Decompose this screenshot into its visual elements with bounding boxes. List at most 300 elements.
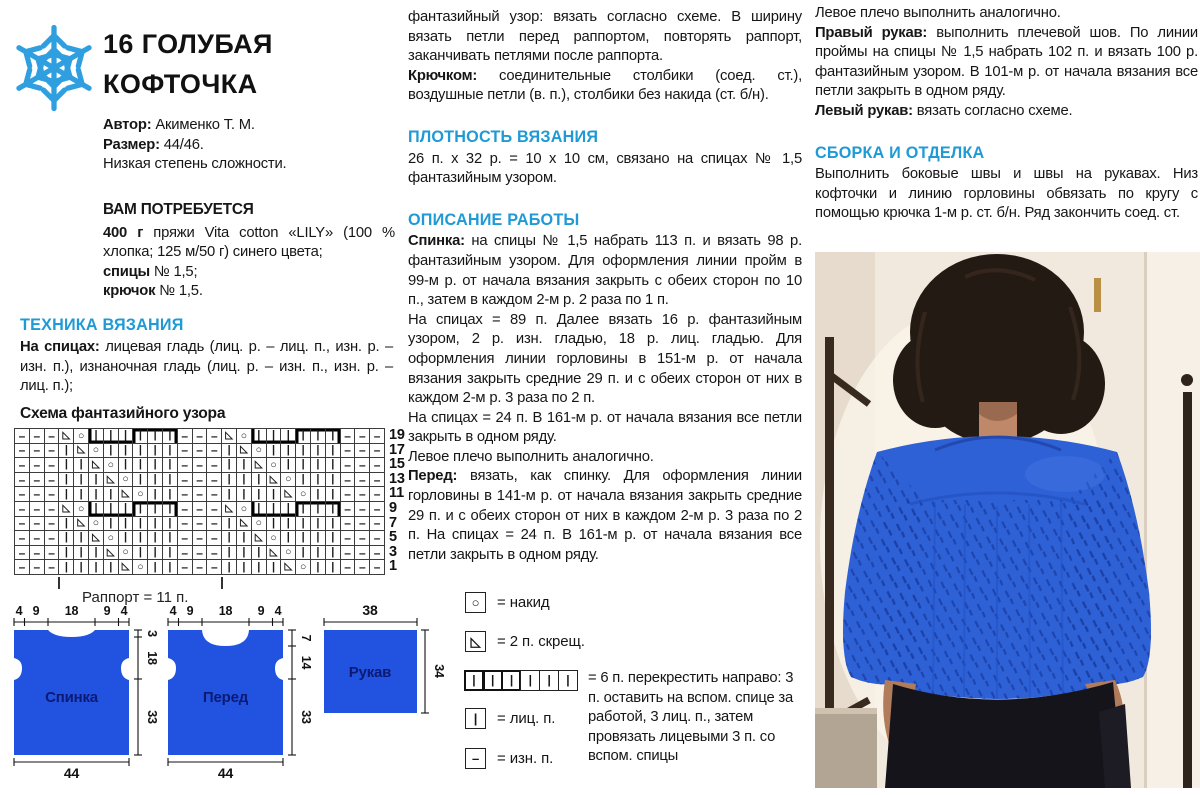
chart-cell: ◺	[252, 458, 267, 473]
back-dim-top-5: 4	[120, 604, 128, 618]
chart-cell: –	[193, 458, 208, 473]
chart-cell: –	[341, 429, 356, 444]
chart-cell: –	[207, 458, 222, 473]
right-sleeve-lead: Правый рукав:	[815, 24, 928, 41]
chart-cell: ○	[104, 531, 119, 546]
legend-cable-label: = 6 п. перекрестить направо: 3 п. оставить на вспом. спице за работой, 3 лиц. п., затем провязать лицевыми 3 п. со вспом. спицы	[588, 670, 794, 764]
chart-cell: –	[370, 517, 385, 532]
chart-cell: |	[104, 444, 119, 459]
chart-row-number: 9	[389, 499, 397, 516]
chart-cell: ○	[267, 458, 282, 473]
chart-cell: |	[148, 531, 163, 546]
back-dim-side-1: 3	[145, 630, 159, 637]
gauge-paragraph: 26 п. x 32 р. = 10 x 10 см, связано на спицах № 1,5 фантазийным узором.	[408, 150, 802, 187]
chart-cell: –	[178, 517, 193, 532]
chart-cell: –	[45, 487, 60, 502]
chart-cell: ○	[119, 546, 134, 561]
chart-cell: –	[370, 487, 385, 502]
chart-cell: –	[193, 487, 208, 502]
chart-cell: –	[15, 429, 30, 444]
chart-cell: |	[222, 473, 237, 488]
chart-cell: |	[74, 546, 89, 561]
chart-row	[15, 444, 385, 459]
chart-cell: –	[15, 458, 30, 473]
chart-cell: |	[326, 531, 341, 546]
chart-cell: |	[133, 546, 148, 561]
page-title-line2: КОФТОЧКА	[103, 69, 258, 99]
chart-cell: –	[341, 517, 356, 532]
chart-cell: |	[133, 458, 148, 473]
chart-cell: –	[15, 487, 30, 502]
chart-cell: |	[104, 429, 119, 444]
chart-cell: |	[281, 444, 296, 459]
snowflake-icon	[10, 22, 98, 121]
hook-label: крючок	[103, 283, 156, 300]
chart-cell: |	[74, 473, 89, 488]
chart-cell: |	[326, 444, 341, 459]
chart-cell: |	[311, 560, 326, 575]
chart-cell: ○	[104, 458, 119, 473]
chart-cell: –	[207, 429, 222, 444]
pattern-info	[103, 116, 395, 175]
chart-row-number: 13	[389, 470, 405, 487]
chart-cell: –	[207, 560, 222, 575]
chart-row-number: 17	[389, 441, 405, 458]
chart-cell: ◺	[119, 487, 134, 502]
chart-cell: |	[237, 560, 252, 575]
hook-size: № 1,5.	[155, 283, 203, 300]
chart-cell: –	[193, 517, 208, 532]
chart-cell: –	[370, 502, 385, 517]
chart-cell: |	[237, 531, 252, 546]
chart-cell: –	[355, 429, 370, 444]
chart-cell: |	[163, 429, 178, 444]
chart-cell: |	[89, 502, 104, 517]
chart-cell: –	[355, 502, 370, 517]
back-instructions-4: Левое плечо выполнить аналогично.	[408, 448, 654, 465]
chart-cell: |	[59, 444, 74, 459]
chart-cell: |	[74, 531, 89, 546]
chart-cell: ○	[281, 546, 296, 561]
rapport-label: Раппорт = 11 п.	[82, 589, 189, 606]
chart-cell: –	[355, 487, 370, 502]
chart-row-number: 19	[389, 427, 405, 443]
chart-cell: –	[341, 546, 356, 561]
chart-cell: |	[281, 458, 296, 473]
chart-cell: |	[133, 531, 148, 546]
rapport-tick-left	[58, 577, 60, 589]
front-instructions	[408, 467, 802, 565]
chart-cell: |	[163, 502, 178, 517]
chart-cell: |	[267, 502, 282, 517]
chart-cell: ◺	[237, 444, 252, 459]
chart-cell: –	[370, 560, 385, 575]
chart-cell: |	[163, 560, 178, 575]
chart-cell: ○	[296, 487, 311, 502]
chart-cell: –	[355, 444, 370, 459]
chart-cell: ○	[133, 560, 148, 575]
front-dim-side-1: 7	[299, 634, 313, 642]
back-dim-side-3: 33	[145, 710, 159, 724]
schematic-back	[8, 604, 168, 790]
chart-cell: –	[15, 560, 30, 575]
chart-cell: |	[74, 458, 89, 473]
yarnover-symbol-icon: ○	[465, 592, 486, 613]
size-value: 44/46.	[159, 136, 204, 153]
chart-cell: ◺	[222, 502, 237, 517]
crossed-symbol-icon: ◺	[465, 631, 486, 652]
materials-needles	[103, 263, 395, 283]
chart-cell: ◺	[89, 531, 104, 546]
back-dim-top-1: 4	[15, 604, 23, 618]
chart-cell: |	[133, 444, 148, 459]
needles-label: спицы	[103, 263, 150, 280]
materials-yarn	[103, 224, 395, 263]
front-lead: Перед:	[408, 468, 458, 485]
chart-row	[15, 502, 385, 517]
chart-cell: |	[119, 444, 134, 459]
chart-row	[15, 560, 385, 575]
chart-cell: –	[30, 429, 45, 444]
chart-cell: –	[341, 458, 356, 473]
chart-cell: –	[207, 444, 222, 459]
chart-cell: –	[45, 458, 60, 473]
chart-cell: |	[163, 458, 178, 473]
chart-cell: ○	[252, 444, 267, 459]
chart-cell: |	[89, 487, 104, 502]
chart-cell: ◺	[119, 560, 134, 575]
chart-cell: |	[133, 429, 148, 444]
chart-cell: –	[178, 531, 193, 546]
chart-cell: ◺	[59, 429, 74, 444]
rapport-tick-right	[221, 577, 223, 589]
cable-cell-icon: |	[520, 670, 540, 691]
chart-cell: –	[355, 560, 370, 575]
cable-cell-icon: |	[501, 670, 521, 691]
chart-cell: –	[15, 473, 30, 488]
chart-cell: –	[45, 560, 60, 575]
cable-cell-icon: |	[539, 670, 559, 691]
front-dim-top-3: 18	[218, 604, 233, 618]
chart-cell: ◺	[104, 473, 119, 488]
materials-heading: ВАМ ПОТРЕБУЕТСЯ	[103, 201, 254, 218]
crochet-lead: Крючком:	[408, 67, 478, 84]
chart-cell: –	[341, 560, 356, 575]
chart-cell: –	[178, 546, 193, 561]
chart-cell: |	[311, 502, 326, 517]
chart-cell: –	[45, 546, 60, 561]
knit-symbol-icon: |	[465, 708, 486, 729]
sleeve-piece-label: Рукав	[348, 664, 392, 681]
chart-cell: ○	[281, 473, 296, 488]
chart-cell: |	[311, 429, 326, 444]
chart-cell: |	[59, 458, 74, 473]
chart-cell: ◺	[104, 546, 119, 561]
chart-cell: |	[163, 531, 178, 546]
assembly-paragraph: Выполнить боковые швы и швы на рукавах. Низ кофточки и линию горловины обвязать по кругу с помощью крючка 1-м р. ст. б/н. Ряд закончить соед. ст.	[815, 166, 1198, 222]
chart-cell: |	[296, 531, 311, 546]
chart-cell: |	[59, 546, 74, 561]
author-line	[103, 116, 395, 136]
chart-row	[15, 473, 385, 488]
chart-cell: –	[207, 502, 222, 517]
chart-cell: –	[207, 531, 222, 546]
back-instructions-2: На спицах = 89 п. Далее вязать 16 р. фантазийным узором, 2 р. изн. гладью, 18 р. лиц. гладью. Для оформления линии горловины в 151-м р. от начала вязания закрыть средние 29 п. и с обеих сторон от них в каждом 2-м р. 3 раза по 2 п.	[408, 311, 802, 407]
back-lead: Спинка:	[408, 233, 465, 250]
chart-cell: –	[30, 502, 45, 517]
chart-cell: |	[104, 502, 119, 517]
chart-cell: |	[74, 560, 89, 575]
chart-cell: |	[281, 517, 296, 532]
sleeve-dim-side: 34	[432, 664, 446, 678]
chart-title: Схема фантазийного узора	[20, 405, 226, 422]
technique-lead: На спицах:	[20, 339, 100, 355]
front-piece-label: Перед	[202, 689, 249, 706]
chart-cell: |	[326, 429, 341, 444]
chart-cell: –	[30, 458, 45, 473]
back-instructions-3: На спицах = 24 п. В 161-м р. от начала вязания все петли закрыть в одном ряду.	[408, 409, 802, 446]
chart-cell: –	[15, 502, 30, 517]
chart-cell: |	[148, 560, 163, 575]
chart-cell: ○	[74, 502, 89, 517]
gauge-heading: ПЛОТНОСТЬ ВЯЗАНИЯ	[408, 127, 599, 146]
chart-cell: –	[45, 531, 60, 546]
back-dim-bottom: 44	[63, 765, 80, 781]
chart-cell: |	[267, 560, 282, 575]
technique-heading: ТЕХНИКА ВЯЗАНИЯ	[20, 316, 184, 334]
model-photo	[815, 252, 1200, 795]
front-dim-side-2: 14	[299, 655, 313, 670]
chart-cell: |	[326, 487, 341, 502]
technique-paragraph	[20, 338, 393, 397]
chart-cell: |	[148, 517, 163, 532]
chart-cell: –	[341, 487, 356, 502]
chart-cell: |	[237, 487, 252, 502]
chart-cell: |	[237, 473, 252, 488]
chart-cell: |	[311, 458, 326, 473]
chart-cell: |	[326, 458, 341, 473]
chart-cell: –	[370, 531, 385, 546]
chart-cell: –	[341, 444, 356, 459]
chart-cell: |	[89, 429, 104, 444]
page-title	[103, 24, 393, 104]
chart-cell: ◺	[281, 487, 296, 502]
chart-cell: |	[119, 517, 134, 532]
legend-crossed-label: = 2 п. скрещ.	[497, 632, 585, 650]
cable-cell-icon: |	[464, 670, 484, 691]
chart-cell: ○	[267, 531, 282, 546]
chart-cell: |	[311, 546, 326, 561]
legend-yarnover-label: = накид	[497, 593, 550, 611]
chart-cell: ○	[89, 444, 104, 459]
back-dim-top-3: 18	[64, 604, 79, 618]
work-heading: ОПИСАНИЕ РАБОТЫ	[408, 210, 580, 229]
chart-cell: ◺	[267, 473, 282, 488]
chart-cell: |	[119, 502, 134, 517]
chart-row-number: 15	[389, 456, 405, 473]
front-dim-top-1: 4	[169, 604, 177, 618]
front-dim-bottom: 44	[217, 765, 234, 781]
chart-cell: |	[267, 517, 282, 532]
chart-cell: ◺	[74, 517, 89, 532]
back-dim-side-2: 18	[145, 651, 159, 665]
chart-cell: –	[30, 444, 45, 459]
chart-legend	[455, 585, 805, 790]
chart-cell: ○	[252, 517, 267, 532]
chart-row	[15, 546, 385, 561]
front-text: вязать, как спинку. Для оформления линии горловины в 141-м р. от начала вязания закрыть средние 29 п. и с обеих сторон от них в каждом 2-м р. 3 раза по 2 п. На спицах = 24 п. В 161-м р. от начала вязания все петли закрыть в одном ряду.	[408, 468, 802, 563]
chart-cell: |	[104, 517, 119, 532]
chart-cell: –	[45, 444, 60, 459]
chart-cell: ○	[237, 429, 252, 444]
chart-cell: –	[178, 429, 193, 444]
legend-purl	[465, 748, 553, 769]
middle-column	[408, 8, 802, 565]
chart-cell: –	[193, 560, 208, 575]
chart-cell: –	[178, 487, 193, 502]
chart-row	[15, 458, 385, 473]
chart-cell: –	[355, 531, 370, 546]
legend-purl-label: = изн. п.	[497, 749, 554, 767]
yarn-desc: пряжи Vita cotton «LILY» (100 % хлопка; 125 м/50 г) синего цвета;	[103, 224, 395, 261]
chart-cell: –	[30, 517, 45, 532]
chart-row	[15, 517, 385, 532]
chart-cell: |	[311, 473, 326, 488]
size-label: Размер:	[103, 136, 160, 153]
chart-row-number: 3	[389, 543, 397, 560]
chart-cell: |	[148, 429, 163, 444]
pattern-stitch-paragraph: фантазийный узор: вязать согласно схеме. В ширину вязать петли перед раппортом, повторять раппорт, заканчивать петлями после раппорта.	[408, 9, 802, 65]
chart-cell: |	[296, 517, 311, 532]
chart-cell: |	[222, 487, 237, 502]
assembly-heading: СБОРКА И ОТДЕЛКА	[815, 143, 985, 162]
chart-cell: ○	[74, 429, 89, 444]
chart-cell: –	[341, 502, 356, 517]
chart-cell: |	[163, 473, 178, 488]
chart-row	[15, 429, 385, 444]
chart-cell: |	[163, 444, 178, 459]
chart-cell: –	[30, 560, 45, 575]
chart-cell: |	[252, 429, 267, 444]
left-sleeve-text: вязать согласно схеме.	[912, 102, 1073, 119]
chart-cell: –	[370, 473, 385, 488]
chart-cell: |	[252, 546, 267, 561]
needles-size: № 1,5;	[150, 263, 198, 280]
chart-cell: |	[133, 517, 148, 532]
crochet-text: соединительные столбики (соед. ст.), воздушные петли (в. п.), столбики без накида (ст. б/н).	[408, 67, 802, 104]
front-dim-side-3: 33	[299, 710, 313, 724]
chart-cell: |	[163, 517, 178, 532]
chart-cell: ◺	[222, 429, 237, 444]
chart-cell: |	[148, 487, 163, 502]
chart-cell: –	[370, 458, 385, 473]
chart-cell: |	[119, 429, 134, 444]
chart-cell: –	[370, 444, 385, 459]
chart-cell: ◺	[267, 546, 282, 561]
chart-cell: ◺	[252, 531, 267, 546]
chart-cell: |	[133, 473, 148, 488]
chart-cell: ○	[89, 517, 104, 532]
chart-row-number: 11	[389, 485, 404, 502]
back-text: на спицы № 1,5 набрать 113 п. и вязать 98 р. фантазийным узором. Для оформления линии пройм в 99-м р. от начала вязания закрыть с обеих сторон по 10 п., затем в каждом 2-м р. 2 раза по 1 п.	[408, 233, 802, 309]
right-column	[815, 4, 1198, 224]
chart-cell: –	[15, 546, 30, 561]
chart-cell: |	[326, 517, 341, 532]
chart-cell: |	[59, 560, 74, 575]
chart-cell: |	[296, 546, 311, 561]
difficulty-line: Низкая степень сложности.	[103, 156, 287, 173]
chart-cell: |	[296, 473, 311, 488]
chart-cell: –	[30, 546, 45, 561]
chart-cell: |	[326, 473, 341, 488]
chart-cell: |	[89, 546, 104, 561]
chart-cell: –	[30, 531, 45, 546]
materials-hook	[103, 282, 395, 302]
chart-cell: |	[59, 473, 74, 488]
chart-cell: |	[104, 560, 119, 575]
chart-cell: |	[222, 444, 237, 459]
chart-cell: –	[193, 502, 208, 517]
chart-cell: |	[59, 531, 74, 546]
chart-cell: ◺	[89, 458, 104, 473]
back-piece-label: Спинка	[45, 689, 98, 706]
chart-cell: |	[267, 487, 282, 502]
front-dim-top-4: 9	[257, 604, 265, 618]
chart-cell: –	[355, 517, 370, 532]
legend-crossed	[465, 631, 585, 652]
chart-cell: –	[30, 473, 45, 488]
left-sleeve-instructions	[815, 102, 1198, 122]
right-sleeve-instructions	[815, 24, 1198, 102]
chart-cell: |	[281, 502, 296, 517]
chart-cell: ○	[133, 487, 148, 502]
chart-cell: |	[74, 487, 89, 502]
chart-cell: –	[178, 473, 193, 488]
chart-cell: –	[341, 531, 356, 546]
chart-cell: |	[252, 560, 267, 575]
chart-cell: –	[178, 444, 193, 459]
front-dim-top-5: 4	[274, 604, 282, 618]
chart-cell: –	[193, 531, 208, 546]
chart-cell: –	[193, 429, 208, 444]
chart-cell: –	[45, 429, 60, 444]
chart-cell: –	[45, 473, 60, 488]
front-dim-top-2: 9	[186, 604, 194, 618]
chart-cell: –	[207, 487, 222, 502]
chart-cell: |	[296, 444, 311, 459]
knitting-chart-grid	[14, 428, 385, 575]
chart-row-number: 7	[389, 514, 397, 531]
sleeve-dim-top: 38	[362, 604, 378, 618]
chart-cell: –	[193, 473, 208, 488]
left-sleeve-lead: Левый рукав:	[815, 102, 913, 119]
chart-cell: |	[104, 487, 119, 502]
chart-cell: –	[15, 517, 30, 532]
chart-cell: ◺	[237, 517, 252, 532]
chart-cell: –	[45, 502, 60, 517]
chart-row-numbers	[389, 428, 405, 574]
cable-cell-icon: |	[483, 670, 503, 691]
chart-cell: |	[222, 531, 237, 546]
author-value: Акименко Т. М.	[151, 117, 255, 133]
back-instructions	[408, 232, 802, 310]
chart-cell: |	[326, 502, 341, 517]
chart-cell: |	[237, 546, 252, 561]
chart-cell: |	[148, 546, 163, 561]
legend-knit-label: = лиц. п.	[497, 709, 556, 727]
chart-cell: –	[178, 502, 193, 517]
chart-row	[15, 487, 385, 502]
